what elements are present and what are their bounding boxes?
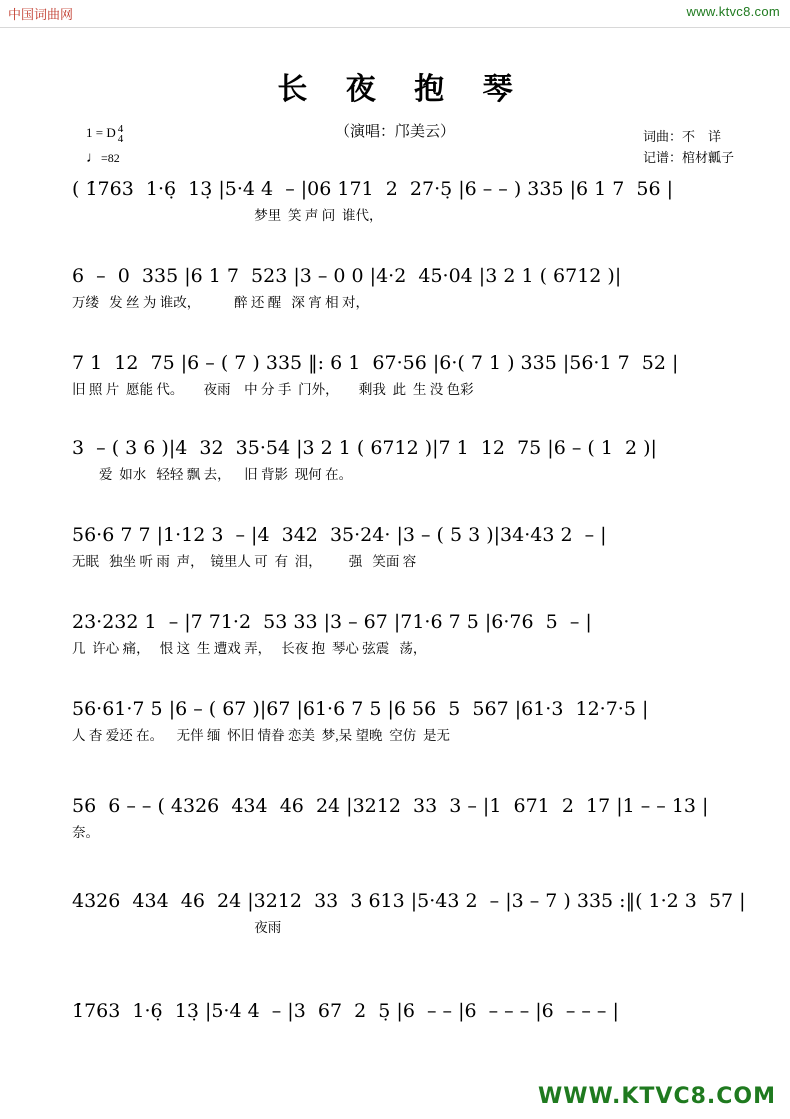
header-divider: [0, 27, 790, 28]
notation-row: 23·232 1 – |7 71·2 53 33 |3 – 67 |71·6 7 5 |6·76 5 – |: [72, 611, 592, 633]
score-line: [72, 178, 732, 224]
notation-row: 56 6 – – ( 4326 434 46 24 |3212 33 3 – |1 671 2 17 |1 – – 13 |: [72, 795, 709, 817]
score-line: [72, 524, 732, 570]
credit-notation: 记谱：棺材瓤子: [642, 150, 734, 165]
site-name-cn: 中国词曲网: [8, 7, 74, 22]
key-signature-block: [86, 124, 123, 144]
lyrics-row: 几 许心 痛， 恨 这 生 遭戏 弄， 长夜 抱 琴心 弦震 荡，: [72, 641, 427, 656]
notation-row: 56·61·7 5 |6 – ( 67 )|67 |61·6 7 5 |6 56 5 567 |61·3 12·7·5 |: [72, 698, 649, 720]
credit-lyrics: 词曲：不 详: [642, 129, 721, 144]
lyrics-row: 人 杳 爱还 在。 无伴 缅 怀旧 情眷 恋美 梦,呆 望晚 空仿 是无: [72, 728, 450, 743]
time-signature: [118, 124, 124, 144]
lyrics-row: 爱 如水 轻轻 飘 去， 旧 背影 现何 在。: [72, 467, 353, 482]
notation-row: 4326 434 46 24 |3212 33 3 613 |5·43 2 – |3 – 7 ) 335 :‖( 1·2 3 57 |: [72, 890, 746, 912]
score-line: [72, 795, 732, 841]
lyrics-row: 万缕 发 丝 为 谁改， 醉 还 醒 深 宵 相 对，: [72, 295, 369, 310]
lyrics-row: 旧 照 片 愿能 代。 夜雨 中 分 手 门外， 剩我 此 生 没 色彩: [72, 382, 474, 397]
footer-watermark: WWW.KTVC8.COM: [538, 1084, 776, 1109]
notation-row: 1̇763 1·6̣ 13̣ |5·4 4 – |3 67 2 5̣ |6 – – |6 – – – |6 – – – |: [72, 1000, 619, 1022]
lyrics-row: 梦里 笑 声 问 谁代，: [72, 208, 383, 223]
notation-row: 56·6 7 7 |1·12 3 – |4 342 35·24· |3 – ( 5 3 )|34·43 2 – |: [72, 524, 607, 546]
score-line: [72, 611, 732, 657]
page-title: 长 夜 抱 琴: [277, 72, 527, 107]
time-signature-top: 4: [117, 123, 124, 135]
lyrics-row: 奈。: [72, 825, 99, 840]
key-signature: 1 = D: [86, 124, 116, 140]
time-signature-bottom: 4: [117, 133, 124, 145]
notation-row: ( 1̇763 1·6̣ 13̣ |5·4 4 – |06 171 2 27·5̣ |6 – – ) 335 |6 1 7 56 |: [72, 178, 674, 200]
score-line: [72, 265, 732, 311]
notation-row: 6 – 0 335 |6 1 7 523 |3 – 0 0 |4·2 45·04 |3 2 1 ( 6712 )|: [72, 265, 622, 287]
lyrics-row: 无眠 独坐 听 雨 声， 镜里人 可 有 泪， 强 笑面 容: [72, 554, 417, 569]
score-line: [72, 352, 732, 398]
credits-block: [643, 126, 734, 168]
score-line: [72, 1000, 732, 1026]
score-line: [72, 698, 732, 744]
notation-row: 3 – ( 3 6 )|4 32 35·54 |3 2 1 ( 6712 )|7 1 12 75 |6 – ( 1 2 )|: [72, 437, 657, 459]
lyrics-row: 夜雨: [72, 920, 282, 935]
score-line: [72, 890, 746, 936]
performer-subtitle: （演唱：邝美云）: [334, 124, 455, 140]
top-bar: [0, 0, 790, 26]
notation-row: 7 1 12 75 |6 – ( 7 ) 335 ‖: 6 1 67·56 |6·( 7 1 ) 335 |56·1 7 52 |: [72, 352, 679, 374]
site-url[interactable]: www.ktvc8.com: [686, 4, 780, 19]
tempo-marking: [86, 150, 120, 167]
score-line: [72, 437, 732, 483]
tempo-value: =82: [101, 151, 120, 165]
quarter-note-icon: ♩: [86, 150, 101, 166]
